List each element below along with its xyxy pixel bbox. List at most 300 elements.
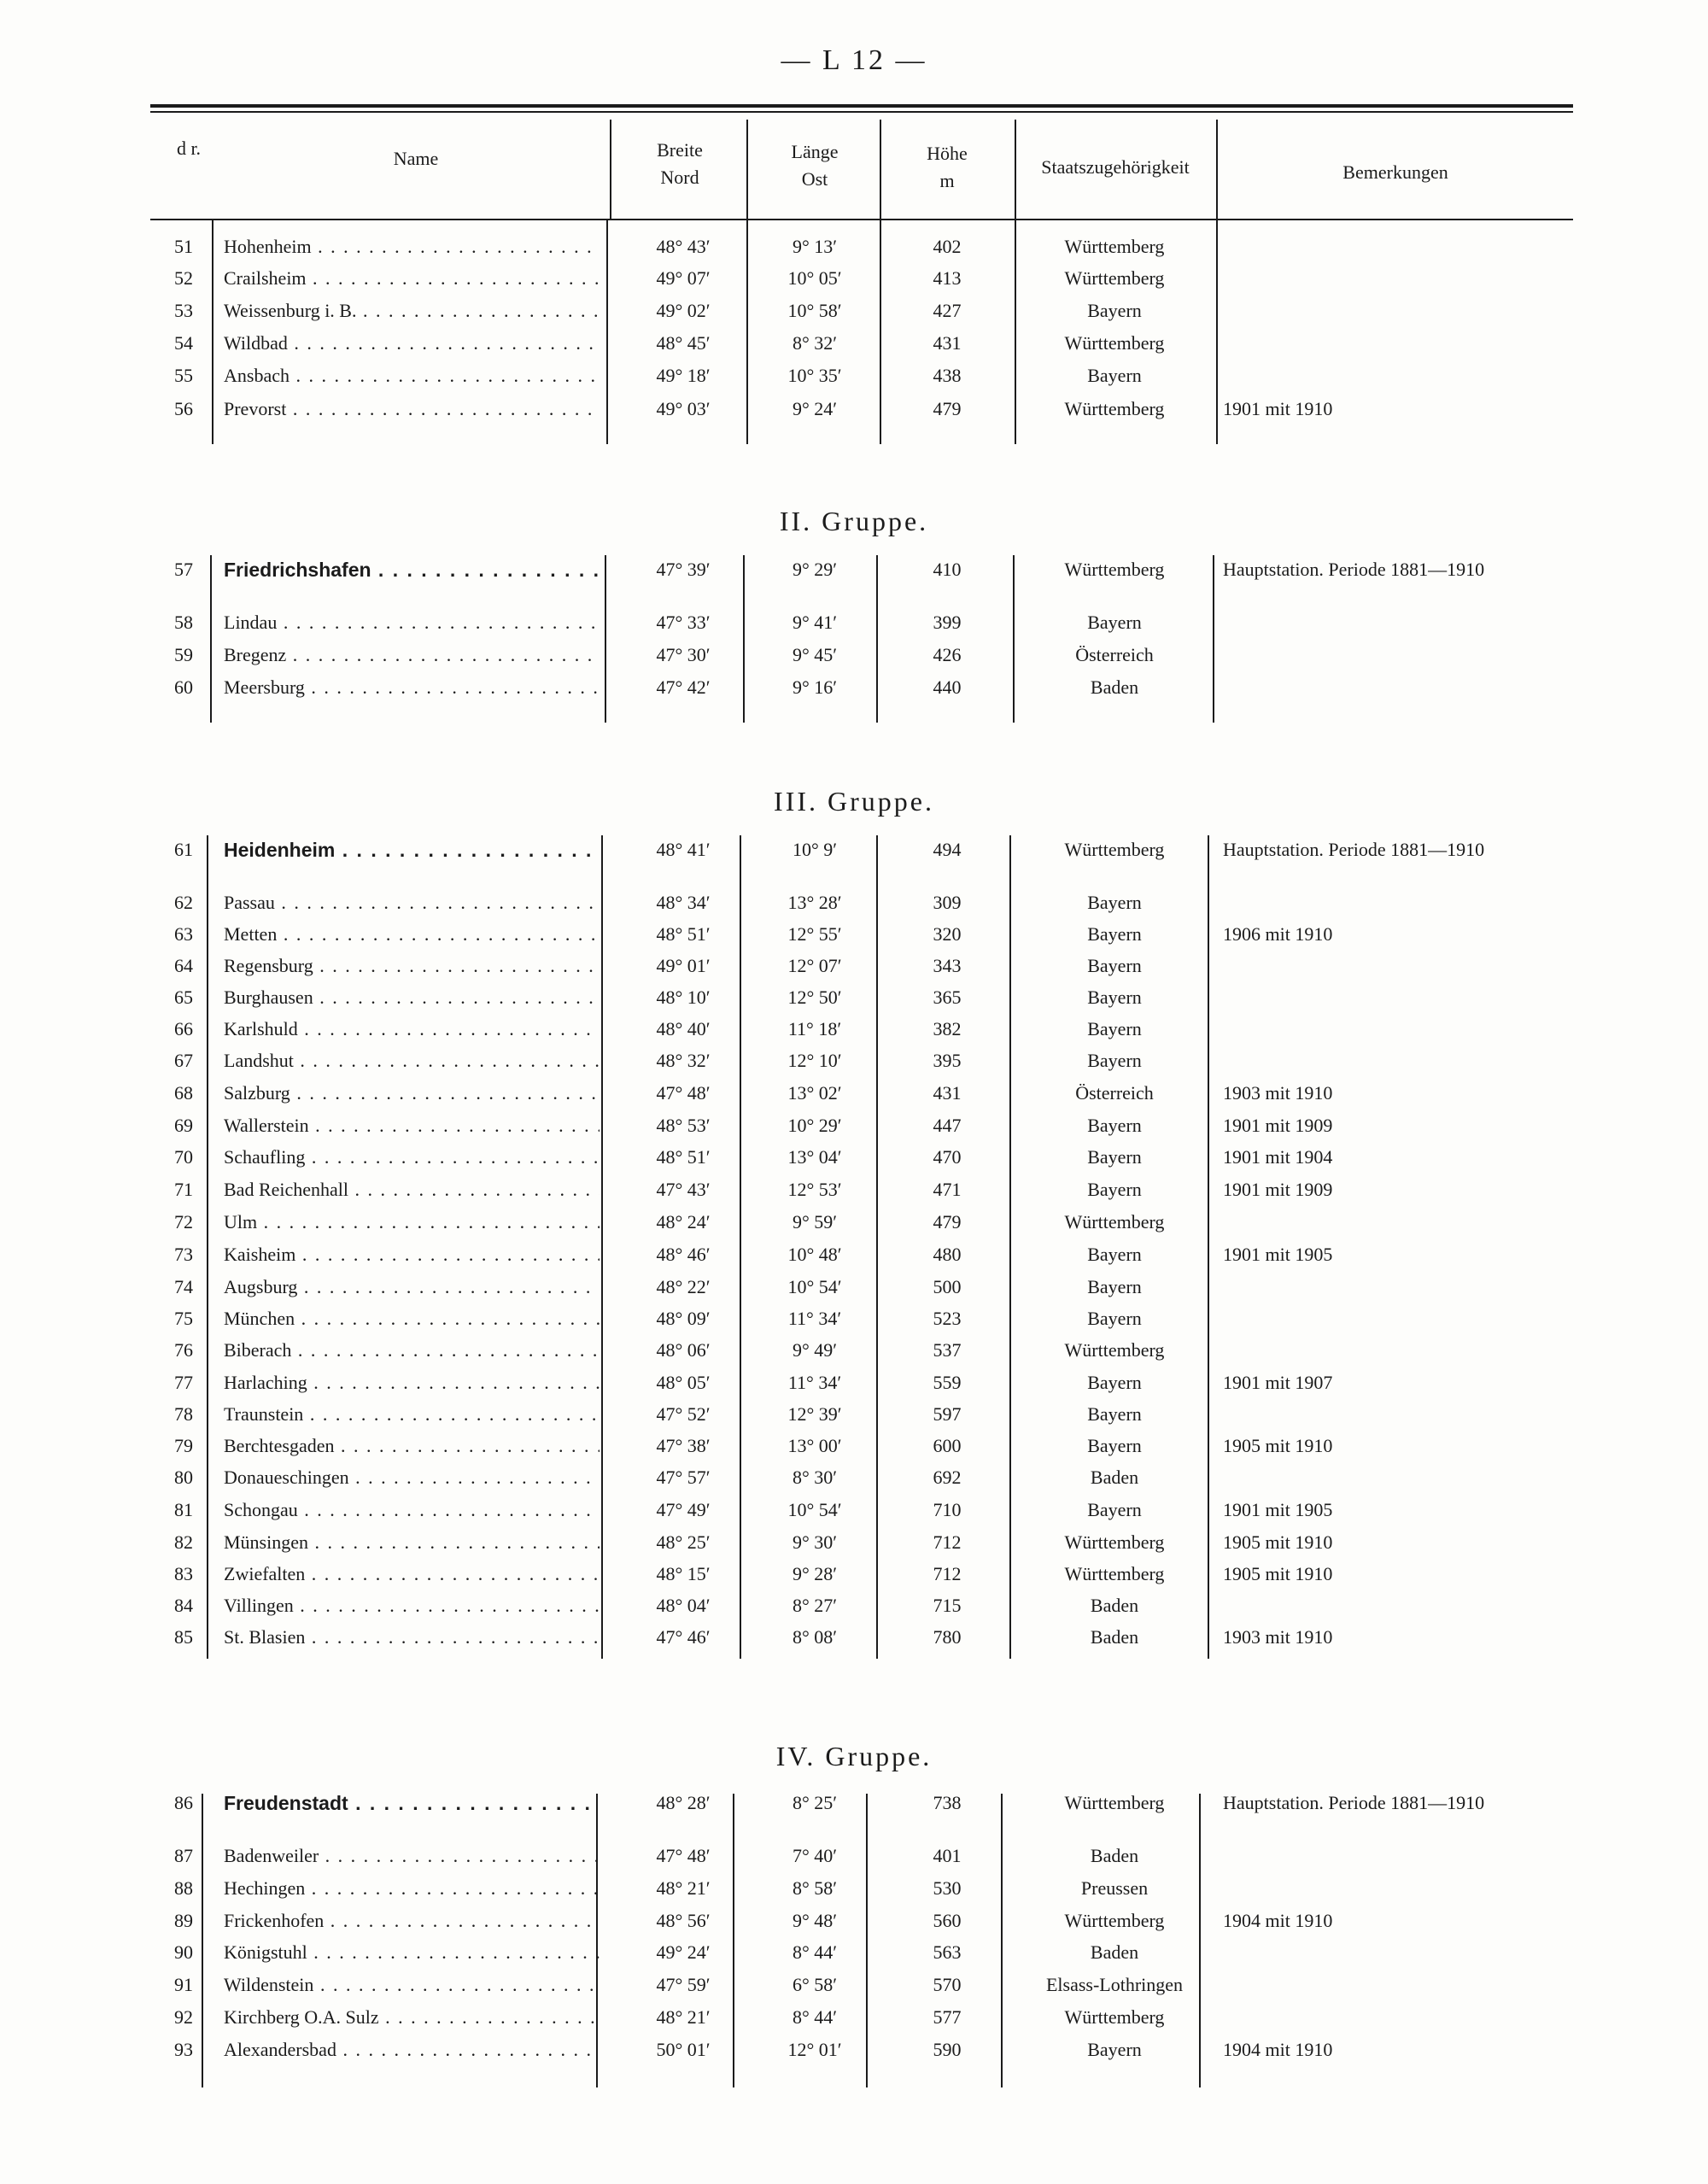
row-name: Regensburg . . . — [224, 955, 600, 977]
table-row — [0, 1339, 1708, 1368]
table-row — [0, 987, 1708, 1016]
row-staat: Bayern — [1087, 987, 1142, 1008]
row-bemerkung: Hauptstation. Periode 1881—1910 — [1223, 559, 1485, 580]
row-staat: Preussen — [1080, 1877, 1149, 1899]
row-name: Villingen . . . — [224, 1595, 600, 1617]
row-nr: 76 — [174, 1339, 193, 1361]
row-breite: 47° 59′ — [656, 1974, 711, 1995]
row-name: Karlshuld . . . — [224, 1018, 600, 1040]
header-rule — [150, 219, 1573, 220]
row-hoehe: 559 — [933, 1372, 962, 1393]
row-breite: 47° 39′ — [656, 559, 711, 580]
row-hoehe: 494 — [933, 839, 962, 860]
row-staat: Württemberg — [1064, 1339, 1165, 1361]
row-name: Freudenstadt . . . — [224, 1792, 600, 1815]
table-row — [0, 1082, 1708, 1111]
row-breite: 48° 24′ — [656, 1211, 711, 1233]
table-row — [0, 892, 1708, 921]
row-laenge: 8° 08′ — [792, 1626, 838, 1648]
row-nr: 60 — [174, 676, 193, 698]
row-hoehe: 715 — [933, 1595, 962, 1616]
row-laenge: 9° 16′ — [792, 676, 838, 698]
row-name: Traunstein . . . — [224, 1403, 600, 1426]
row-hoehe: 365 — [933, 987, 962, 1008]
row-nr: 68 — [174, 1082, 193, 1104]
group-title: IV. Gruppe. — [775, 1741, 933, 1771]
row-nr: 75 — [174, 1308, 193, 1329]
row-nr: 65 — [174, 987, 193, 1008]
row-breite: 47° 30′ — [656, 644, 711, 665]
row-nr: 66 — [174, 1018, 193, 1039]
header-staat: Staatszugehörigkeit — [1041, 156, 1190, 178]
row-nr: 80 — [174, 1467, 193, 1488]
row-laenge: 9° 41′ — [792, 612, 838, 633]
row-laenge: 13° 02′ — [787, 1082, 842, 1104]
row-hoehe: 471 — [933, 1179, 962, 1200]
row-nr: 52 — [174, 267, 193, 289]
row-hoehe: 577 — [933, 2006, 962, 2028]
row-laenge: 12° 39′ — [787, 1403, 842, 1425]
group-title: III. Gruppe. — [774, 786, 934, 817]
row-breite: 48° 40′ — [656, 1018, 711, 1039]
row-nr: 78 — [174, 1403, 193, 1425]
row-laenge: 11° 18′ — [787, 1018, 842, 1039]
row-laenge: 12° 10′ — [787, 1050, 842, 1071]
col-line — [746, 120, 748, 219]
row-bemerkung: Hauptstation. Periode 1881—1910 — [1223, 1792, 1485, 1813]
table-row — [0, 955, 1708, 984]
row-name: Wildbad . . . — [224, 332, 600, 354]
row-name: Weissenburg i. B. . . . — [224, 300, 600, 322]
col-line — [880, 120, 881, 219]
row-name: Hohenheim . . . — [224, 236, 600, 258]
row-staat: Bayern — [1087, 892, 1142, 913]
row-breite: 48° 34′ — [656, 892, 711, 913]
row-name: Bad Reichenhall . . . — [224, 1179, 600, 1201]
row-staat: Bayern — [1087, 1179, 1142, 1200]
row-breite: 49° 02′ — [656, 300, 711, 321]
row-laenge: 6° 58′ — [792, 1974, 838, 1995]
row-bemerkung: 1904 mit 1910 — [1223, 2039, 1333, 2060]
row-staat: Bayern — [1087, 923, 1142, 945]
row-breite: 48° 15′ — [656, 1563, 711, 1584]
row-staat: Württemberg — [1064, 2006, 1165, 2028]
row-hoehe: 590 — [933, 2039, 962, 2060]
row-bemerkung: 1904 mit 1910 — [1223, 1910, 1333, 1931]
row-laenge: 8° 44′ — [792, 1941, 838, 1963]
row-hoehe: 431 — [933, 332, 962, 354]
row-name: Alexandersbad . . . — [224, 2039, 600, 2061]
row-nr: 92 — [174, 2006, 193, 2028]
header-bemerkungen: Bemerkungen — [1342, 161, 1448, 183]
row-name: Münsingen . . . — [224, 1531, 600, 1554]
row-hoehe: 710 — [933, 1499, 962, 1520]
row-breite: 48° 46′ — [656, 1244, 711, 1265]
row-nr: 85 — [174, 1626, 193, 1648]
row-staat: Bayern — [1087, 1372, 1142, 1393]
row-hoehe: 479 — [933, 398, 962, 419]
col-line — [1015, 120, 1016, 219]
row-name: Berchtesgaden . . . — [224, 1435, 600, 1457]
table-row — [0, 236, 1708, 265]
row-breite: 48° 51′ — [656, 923, 711, 945]
row-hoehe: 402 — [933, 236, 962, 257]
row-staat: Württemberg — [1064, 236, 1165, 257]
header-hoehe-line2: m — [939, 170, 955, 191]
row-staat: Württemberg — [1064, 1211, 1165, 1233]
row-staat: Baden — [1090, 1595, 1139, 1616]
row-nr: 79 — [174, 1435, 193, 1456]
row-name: Crailsheim . . . — [224, 267, 600, 290]
row-nr: 93 — [174, 2039, 193, 2060]
row-name: Lindau . . . — [224, 612, 600, 634]
row-nr: 57 — [174, 559, 193, 580]
row-name: Badenweiler . . . — [224, 1845, 600, 1867]
row-laenge: 9° 28′ — [792, 1563, 838, 1584]
row-staat: Bayern — [1087, 612, 1142, 633]
row-laenge: 9° 29′ — [792, 559, 838, 580]
row-bemerkung: 1906 mit 1910 — [1223, 923, 1333, 945]
row-breite: 48° 10′ — [656, 987, 711, 1008]
row-nr: 89 — [174, 1910, 193, 1931]
row-nr: 70 — [174, 1146, 193, 1168]
row-breite: 48° 06′ — [656, 1339, 711, 1361]
row-laenge: 9° 49′ — [792, 1339, 838, 1361]
group-title: II. Gruppe. — [779, 506, 929, 536]
row-bemerkung: 1905 mit 1910 — [1223, 1531, 1333, 1553]
row-hoehe: 530 — [933, 1877, 962, 1899]
row-breite: 48° 04′ — [656, 1595, 711, 1616]
table-row — [0, 1244, 1708, 1273]
row-breite: 47° 42′ — [656, 676, 711, 698]
row-nr: 90 — [174, 1941, 193, 1963]
top-rule — [150, 104, 1573, 108]
row-hoehe: 712 — [933, 1531, 962, 1553]
header-hoehe — [880, 140, 1015, 195]
row-nr: 87 — [174, 1845, 193, 1866]
row-hoehe: 570 — [933, 1974, 962, 1995]
row-hoehe: 600 — [933, 1435, 962, 1456]
row-breite: 48° 05′ — [656, 1372, 711, 1393]
table-row — [0, 1974, 1708, 2003]
row-name: Biberach . . . — [224, 1339, 600, 1361]
table-row — [0, 1308, 1708, 1337]
row-laenge: 12° 07′ — [787, 955, 842, 976]
row-laenge: 13° 04′ — [787, 1146, 842, 1168]
table-row — [0, 1845, 1708, 1874]
row-breite: 49° 18′ — [656, 365, 711, 386]
row-name: Heidenheim . . . — [224, 839, 600, 862]
row-nr: 73 — [174, 1244, 193, 1265]
row-staat: Württemberg — [1064, 398, 1165, 419]
row-nr: 63 — [174, 923, 193, 945]
table-row — [0, 644, 1708, 673]
row-breite: 48° 53′ — [656, 1115, 711, 1136]
row-hoehe: 431 — [933, 1082, 962, 1104]
row-laenge: 9° 13′ — [792, 236, 838, 257]
row-staat: Bayern — [1087, 2039, 1142, 2060]
row-name: München . . . — [224, 1308, 600, 1330]
row-name: Meersburg . . . — [224, 676, 600, 699]
table-row — [0, 1372, 1708, 1401]
row-laenge: 13° 00′ — [787, 1435, 842, 1456]
table-row — [0, 1877, 1708, 1906]
row-bemerkung: 1901 mit 1905 — [1223, 1244, 1333, 1265]
top-rule-thin — [150, 111, 1573, 113]
row-hoehe: 399 — [933, 612, 962, 633]
row-laenge: 13° 28′ — [787, 892, 842, 913]
row-staat: Württemberg — [1064, 267, 1165, 289]
row-laenge: 10° 54′ — [787, 1276, 842, 1297]
row-staat: Bayern — [1087, 1276, 1142, 1297]
row-hoehe: 479 — [933, 1211, 962, 1233]
row-laenge: 8° 25′ — [792, 1792, 838, 1813]
row-name: Frickenhofen . . . — [224, 1910, 600, 1932]
row-hoehe: 343 — [933, 955, 962, 976]
table-row — [0, 2039, 1708, 2068]
row-bemerkung: 1903 mit 1910 — [1223, 1626, 1333, 1648]
row-staat: Baden — [1090, 1845, 1139, 1866]
row-breite: 49° 03′ — [656, 398, 711, 419]
row-breite: 48° 22′ — [656, 1276, 711, 1297]
row-breite: 48° 25′ — [656, 1531, 711, 1553]
table-row — [0, 332, 1708, 361]
row-laenge: 9° 48′ — [792, 1910, 838, 1931]
row-hoehe: 309 — [933, 892, 962, 913]
table-row — [0, 1276, 1708, 1305]
header-name: Name — [393, 148, 439, 169]
header-laenge — [748, 138, 881, 193]
header-laenge-line1: Länge — [791, 141, 839, 162]
row-breite: 47° 43′ — [656, 1179, 711, 1200]
table-row — [0, 1115, 1708, 1144]
table-row — [0, 923, 1708, 952]
row-breite: 48° 28′ — [656, 1792, 711, 1813]
header-breite-line2: Nord — [660, 167, 699, 188]
row-staat: Württemberg — [1064, 559, 1165, 580]
row-staat: Österreich — [1075, 1082, 1154, 1104]
row-breite: 47° 57′ — [656, 1467, 711, 1488]
table-row — [0, 1050, 1708, 1079]
table-row — [0, 1403, 1708, 1432]
row-laenge: 8° 30′ — [792, 1467, 838, 1488]
row-nr: 69 — [174, 1115, 193, 1136]
table-row — [0, 1499, 1708, 1528]
row-nr: 55 — [174, 365, 193, 386]
row-name: Augsburg . . . — [224, 1276, 600, 1298]
row-staat: Württemberg — [1064, 839, 1165, 860]
row-name: Schongau . . . — [224, 1499, 600, 1521]
row-breite: 48° 51′ — [656, 1146, 711, 1168]
row-hoehe: 563 — [933, 1941, 962, 1963]
row-staat: Bayern — [1087, 1115, 1142, 1136]
row-staat: Bayern — [1087, 955, 1142, 976]
row-laenge: 8° 58′ — [792, 1877, 838, 1899]
row-staat: Bayern — [1087, 1403, 1142, 1425]
row-hoehe: 597 — [933, 1403, 962, 1425]
table-row — [0, 267, 1708, 296]
row-bemerkung: Hauptstation. Periode 1881—1910 — [1223, 839, 1485, 860]
row-staat: Baden — [1090, 1941, 1139, 1963]
row-laenge: 9° 24′ — [792, 398, 838, 419]
row-nr: 62 — [174, 892, 193, 913]
row-staat: Württemberg — [1064, 332, 1165, 354]
row-nr: 59 — [174, 644, 193, 665]
table-row — [0, 365, 1708, 394]
row-hoehe: 413 — [933, 267, 962, 289]
table-row — [0, 1910, 1708, 1939]
header-breite — [611, 137, 748, 191]
row-breite: 48° 41′ — [656, 839, 711, 860]
row-laenge: 8° 27′ — [792, 1595, 838, 1616]
col-line — [1216, 120, 1218, 219]
row-breite: 47° 33′ — [656, 612, 711, 633]
row-staat: Bayern — [1087, 1146, 1142, 1168]
row-laenge: 8° 32′ — [792, 332, 838, 354]
row-breite: 47° 52′ — [656, 1403, 711, 1425]
row-breite: 48° 32′ — [656, 1050, 711, 1071]
row-nr: 58 — [174, 612, 193, 633]
row-laenge: 12° 53′ — [787, 1179, 842, 1200]
row-laenge: 9° 30′ — [792, 1531, 838, 1553]
row-hoehe: 692 — [933, 1467, 962, 1488]
row-staat: Bayern — [1087, 365, 1142, 386]
table-row — [0, 1941, 1708, 1970]
row-staat: Österreich — [1075, 644, 1154, 665]
row-name: Wildenstein . . . — [224, 1974, 600, 1996]
row-name: Schaufling . . . — [224, 1146, 600, 1168]
row-laenge: 12° 01′ — [787, 2039, 842, 2060]
row-hoehe: 780 — [933, 1626, 962, 1648]
row-bemerkung: 1905 mit 1910 — [1223, 1563, 1333, 1584]
row-breite: 48° 21′ — [656, 2006, 711, 2028]
row-name: Landshut . . . — [224, 1050, 600, 1072]
row-hoehe: 447 — [933, 1115, 962, 1136]
header-nr: d r. — [176, 138, 202, 159]
row-breite: 50° 01′ — [656, 2039, 711, 2060]
row-name: Friedrichshafen . . . — [224, 559, 600, 582]
row-name: Kaisheim . . . — [224, 1244, 600, 1266]
table-row — [0, 559, 1708, 588]
row-name: Bregenz . . . — [224, 644, 600, 666]
row-hoehe: 712 — [933, 1563, 962, 1584]
row-laenge: 9° 59′ — [792, 1211, 838, 1233]
row-breite: 48° 45′ — [656, 332, 711, 354]
row-breite: 47° 46′ — [656, 1626, 711, 1648]
row-nr: 51 — [174, 236, 193, 257]
table-row — [0, 676, 1708, 706]
table-row — [0, 1531, 1708, 1560]
row-bemerkung: 1901 mit 1909 — [1223, 1179, 1333, 1200]
row-nr: 88 — [174, 1877, 193, 1899]
row-name: Kirchberg O.A. Sulz . . . — [224, 2006, 600, 2029]
row-staat: Bayern — [1087, 1499, 1142, 1520]
row-name: Metten . . . — [224, 923, 600, 946]
row-bemerkung: 1901 mit 1904 — [1223, 1146, 1333, 1168]
row-breite: 48° 09′ — [656, 1308, 711, 1329]
row-laenge: 10° 54′ — [787, 1499, 842, 1520]
row-hoehe: 523 — [933, 1308, 962, 1329]
table-row — [0, 1018, 1708, 1047]
row-breite: 47° 49′ — [656, 1499, 711, 1520]
row-name: Harlaching . . . — [224, 1372, 600, 1394]
table-row — [0, 398, 1708, 427]
row-nr: 77 — [174, 1372, 193, 1393]
row-breite: 49° 07′ — [656, 267, 711, 289]
row-nr: 74 — [174, 1276, 193, 1297]
row-name: Salzburg . . . — [224, 1082, 600, 1104]
row-nr: 56 — [174, 398, 193, 419]
table-row — [0, 300, 1708, 329]
row-hoehe: 438 — [933, 365, 962, 386]
row-name: Ansbach . . . — [224, 365, 600, 387]
row-hoehe: 382 — [933, 1018, 962, 1039]
col-line — [610, 120, 611, 219]
row-breite: 49° 24′ — [656, 1941, 711, 1963]
row-staat: Baden — [1090, 1626, 1139, 1648]
row-nr: 72 — [174, 1211, 193, 1233]
row-laenge: 7° 40′ — [792, 1845, 838, 1866]
row-bemerkung: 1903 mit 1910 — [1223, 1082, 1333, 1104]
row-name: Passau . . . — [224, 892, 600, 914]
row-staat: Württemberg — [1064, 1531, 1165, 1553]
row-laenge: 10° 05′ — [787, 267, 842, 289]
row-nr: 83 — [174, 1563, 193, 1584]
row-nr: 54 — [174, 332, 193, 354]
row-staat: Bayern — [1087, 1308, 1142, 1329]
row-bemerkung: 1901 mit 1909 — [1223, 1115, 1333, 1136]
row-breite: 48° 21′ — [656, 1877, 711, 1899]
header-hoehe-line1: Höhe — [927, 143, 968, 164]
row-hoehe: 440 — [933, 676, 962, 698]
row-hoehe: 500 — [933, 1276, 962, 1297]
row-laenge: 10° 29′ — [787, 1115, 842, 1136]
row-name: Wallerstein . . . — [224, 1115, 600, 1137]
row-laenge: 9° 45′ — [792, 644, 838, 665]
row-hoehe: 470 — [933, 1146, 962, 1168]
row-name: Zwiefalten . . . — [224, 1563, 600, 1585]
table-row — [0, 1563, 1708, 1592]
table-row — [0, 2006, 1708, 2035]
row-laenge: 8° 44′ — [792, 2006, 838, 2028]
row-staat: Bayern — [1087, 1018, 1142, 1039]
row-staat: Bayern — [1087, 1435, 1142, 1456]
table-row — [0, 612, 1708, 641]
table-row — [0, 1595, 1708, 1624]
row-hoehe: 410 — [933, 559, 962, 580]
row-name: Prevorst . . . — [224, 398, 600, 420]
row-nr: 82 — [174, 1531, 193, 1553]
row-breite: 47° 48′ — [656, 1845, 711, 1866]
row-hoehe: 537 — [933, 1339, 962, 1361]
row-hoehe: 401 — [933, 1845, 962, 1866]
page-title: — L 12 — — [781, 44, 927, 76]
row-staat: Baden — [1090, 1467, 1139, 1488]
table-row — [0, 1179, 1708, 1208]
row-hoehe: 480 — [933, 1244, 962, 1265]
row-staat: Baden — [1090, 676, 1139, 698]
table-row — [0, 1467, 1708, 1496]
row-staat: Bayern — [1087, 1244, 1142, 1265]
row-nr: 71 — [174, 1179, 193, 1200]
row-nr: 53 — [174, 300, 193, 321]
row-hoehe: 320 — [933, 923, 962, 945]
table-row — [0, 1626, 1708, 1655]
table-row — [0, 839, 1708, 868]
row-hoehe: 427 — [933, 300, 962, 321]
row-laenge: 10° 35′ — [787, 365, 842, 386]
row-staat: Württemberg — [1064, 1910, 1165, 1931]
